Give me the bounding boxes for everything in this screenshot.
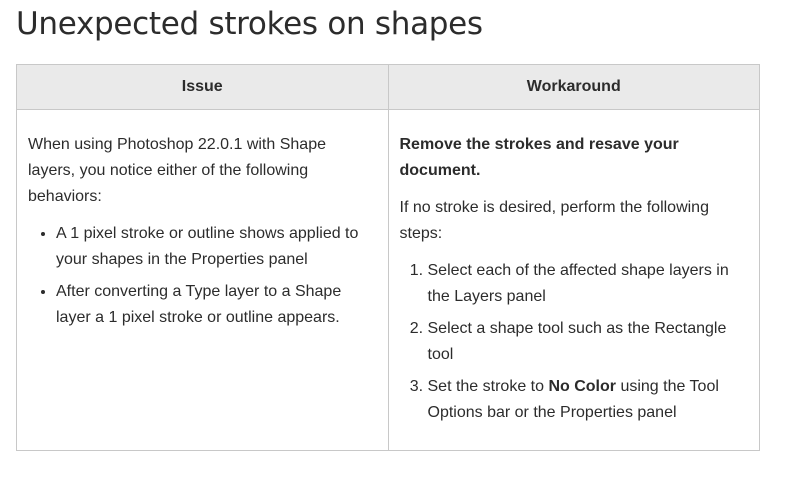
page-title: Unexpected strokes on shapes: [16, 6, 483, 42]
step-text: Set the stroke to: [427, 378, 549, 395]
workaround-steps: [400, 258, 749, 426]
issue-bullet: • After converting a Type layer to a Shape layer a 1 pixel stroke or outline appears.: [56, 279, 377, 331]
workaround-cell: [388, 110, 760, 451]
issue-bullet: • A 1 pixel stroke or outline shows applied to your shapes in the Properties panel: [56, 221, 377, 273]
table-header-row: [17, 65, 760, 110]
no-color-emphasis: No Color: [548, 378, 616, 395]
header-workaround: Workaround: [388, 65, 760, 110]
header-issue: Issue: [17, 65, 389, 110]
workaround-step: 2. Select a shape tool such as the Rectangle tool: [428, 316, 749, 368]
workaround-step: 1. Select each of the affected shape layers in the Layers panel: [428, 258, 749, 310]
issue-cell: [17, 110, 389, 451]
workaround-intro: If no stroke is desired, perform the following steps:: [399, 199, 709, 242]
workaround-lead: Remove the strokes and resave your document.: [399, 136, 679, 179]
issue-table: [16, 64, 760, 451]
workaround-step: [428, 374, 749, 426]
issue-intro: When using Photoshop 22.0.1 with Shape layers, you notice either of the following behaviors:: [28, 136, 326, 205]
table-row: [17, 110, 760, 451]
issue-bullet-list: [28, 221, 377, 331]
step-text: using the Tool Options bar or the Properties panel: [427, 378, 719, 421]
